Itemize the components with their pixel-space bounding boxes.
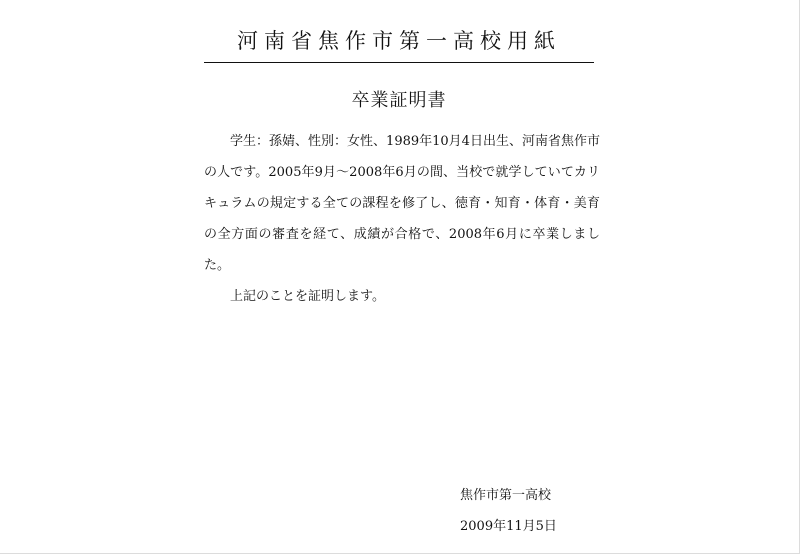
signature-block bbox=[460, 480, 557, 542]
letterhead-title: 河南省焦作市第一高校用紙 bbox=[237, 29, 561, 53]
issuer-name: 焦作市第一高校 bbox=[460, 488, 552, 503]
document-body bbox=[204, 126, 600, 312]
letterhead-divider bbox=[204, 62, 594, 63]
document-title: 卒業証明書 bbox=[351, 90, 447, 111]
certificate-paragraph: 学生：孫婧、性別：女性、1989年10月4日出生、河南省焦作市の人です。2005年9月～2008年6月の間、当校で就学していてカリキュラムの規定する全ての課程を修了し、徳育・知育・体育・美育の全方面の審査を経て、成績が合格で、2008年6月に卒業しました。 bbox=[204, 134, 600, 273]
issue-date: 2009年11月5日 bbox=[460, 519, 557, 534]
certification-statement: 上記のことを証明します。 bbox=[230, 289, 385, 304]
